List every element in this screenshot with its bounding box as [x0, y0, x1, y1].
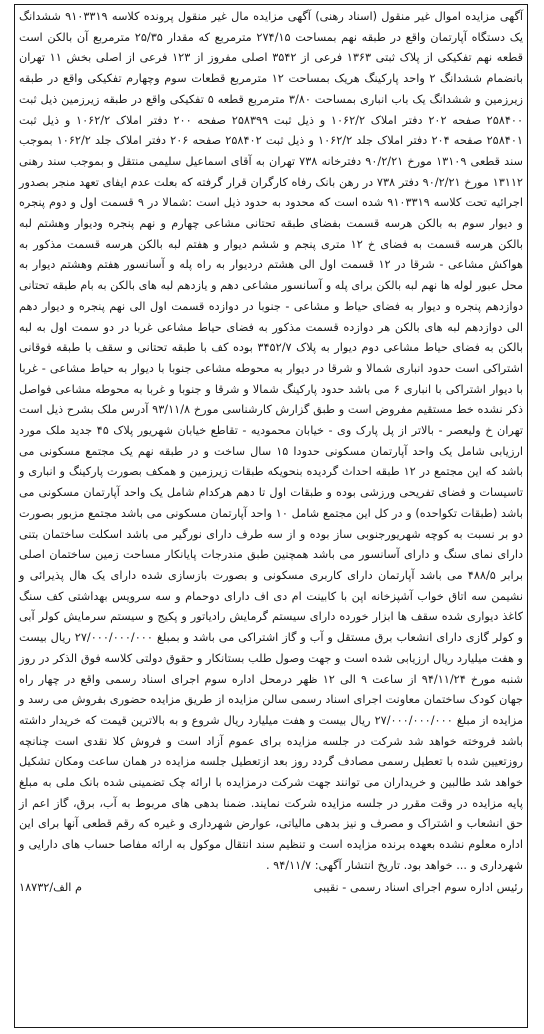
notice-signature: رئیس اداره سوم اجرای اسناد رسمی - نقیبی — [313, 880, 523, 894]
auction-notice — [14, 4, 528, 1028]
notice-code: ۱۸۷۳۲/م الف — [19, 880, 83, 894]
notice-footer — [19, 878, 523, 898]
notice-body: آگهی مزایده اموال غیر منقول (اسناد رهنی) آگهی مزایده مال غیر منقول پرونده کلاسه ۹۱۰۳۳۱۹ ششدانگ یک دستگاه آپارتمان واقع در طبقه نهم بمساحت ۲۷۴/۱۵ مترمربع که مقدار ۲۵/۳۵ مترمربع آن بالکن است قطعه نهم تفکیکی از پلاک ثبتی ۱۳۶۳ فرعی از ۳۵۴۲ اصلی مفروز از ۱۲۳ فرعی از اصلی بخش ۱۱ تهران بانضمام ششدانگ ۲ واحد پارکینگ هریک بمساحت ۱۲ مترمربع قطعات سوم وچهارم تفکیکی واقع در طبقه زیرزمین و ششدانگ یک باب انباری بمساحت ۳/۸۰ مترمربع قطعه ۵ تفکیکی واقع در طبقه زیرزمین ذیل ثبت ۲۵۸۴۰۰ صفحه ۲۰۲ دفتر املاک ۱۰۶۲/۲ و ذیل ثبت ۲۵۸۳۹۹ صفحه ۲۰۰ دفتر املاک ۱۰۶۲/۲ و ذیل ثبت ۲۵۸۴۰۱ صفحه ۲۰۴ دفتر املاک جلد ۱۰۶۲/۲ و ذیل ثبت ۲۵۸۴۰۲ صفحه ۲۰۶ دفتر املاک جلد ۱۰۶۲/۲ بموجب سند قطعی ۱۳۱۰۹ مورخ ۹۰/۲/۲۱ دفترخانه ۷۳۸ تهران به آقای اسماعیل سلیمی منتقل و بموجب سند رهنی ۱۳۱۱۲ مورخ ۹۰/۲/۲۱ دفتر ۷۳۸ در رهن بانک رفاه کارگران قرار گرفته که بعلت عدم ایفای تعهد منجر بصدور اجرائیه تحت کلاسه ۹۱۰۳۳۱۹ شده است که محدود به حدود ذیل است :شمالا در ۹ قسمت اول و دوم پنجره و دیوار سوم به بالکن هرسه قسمت بفضای طبقه تحتانی مشاعی چهارم و نهم پنجره ودیوار وهشتم لبه بالکن هرسه قسمت به فضای خ ۱۲ متری پنجم و ششم دیوار و هفتم لبه بالکن هرسه قسمت مذکور به هواکش مشاعی - شرقا در ۱۲ قسمت اول الی هشتم دردیوار به راه پله و آسانسور هفتم وهشتم دیوار به محل عبور لوله ها نهم لبه بالکن برای پله و آسانسور مشاعی دهم و یازدهم لبه های بالکن به بام طبقه تحتانی دوازدهم پنجره و دیوار به فضای حیاط و مشاعی - جنوبا در دوازده قسمت اول الی نهم پنجره و دیوار دهم الی دوازدهم لبه های بالکن هر دوازده قسمت مذکور به فضای حیاط مشاعی غربا در دو سمت اول به لبه بالکن به فضای حیاط مشاعی دوم دیوار به پلاک ۳۴۵۲/۷ بوده کف با طبقه تحتانی و سقف با طبقه فوقانی اشتراکی است حدود انباری شمالا و شرقا در دیوار به محوطه مشاعی جنوبا با دیوار به حیاط مشاعی - غربا با دیوار اشتراکی با انباری ۶ می باشد حدود پارکینگ شمالا و شرقا و جنوبا و غربا به محوطه مشاعی فواصل ذکر نشده خط مستقیم مفروض است و طبق گزارش کارشناسی مورخ ۹۳/۱۱/۸ آدرس ملک بشرح ذیل است تهران خ ولیعصر - بالاتر از پل پارک وی - خیابان محمودیه - تقاطع خیابان شهریور پلاک ۴۵ جدید ملک مورد ارزیابی شامل یک واحد آپارتمان مسکونی حدودا ۱۵ سال ساخت و در طبقه نهم یک مجتمع مسکونی می باشد که این مجتمع در ۱۲ طبقه احداث گردیده بنحویکه طبقات زیرزمین و همکف بصورت پارکینگ و انباری و تاسیسات و فضای تفریحی ورزشی بوده و طبقات اول تا دهم هرکدام شامل یک واحد آپارتمان مسکونی می باشد (طبقات تکواحده) و در کل این مجتمع شامل ۱۰ واحد آپارتمان مسکونی می باشد مجتمع مزبور بصورت دو بر نسبت به کوچه شهریورجنوبی ساز بوده و از سه طرف دارای نورگیر می باشد اسکلت ساختمان بتنی دارای نمای سنگ و دارای آسانسور می باشد همچنین طبق مندرجات پایانکار مساحت زمین ساختمان اصلی برابر ۴۸۸/۵ می باشد آپارتمان دارای کاربری مسکونی و بصورت بازسازی شده دارای یک هال پذیرائی و نشیمن سه اتاق خواب آشپزخانه اپن با کابینت ام دی اف دارای دوحمام و سه سرویس بهداشتی کف سنگ کاغذ دیواری شده سقف ها ابزار خورده دارای سیستم گرمایش رادیاتور و پکیج و سیستم سرمایش کولر آبی و کولر گازی دارای انشعاب برق مستقل و آب و گاز اشتراکی می باشد و بمبلغ ۲۷/۰۰۰/۰۰۰/۰۰۰ ریال بیست و هفت میلیارد ریال ارزیابی شده است و جهت وصول طلب بستانکار و حقوق دولتی کلاسه فوق الذکر در روز شنبه مورخ ۹۴/۱۱/۲۴ از ساعت ۹ الی ۱۲ ظهر درمحل اداره سوم اجرای اسناد رسمی واقع در چهار راه جهان کودک ساختمان معاونت اجرای اسناد رسمی سالن مزایده از طریق مزایده حضوری بفروش می رسد و مزایده از مبلغ ۲۷/۰۰۰/۰۰۰/۰۰۰ ریال بیست و هفت میلیارد ریال شروع و به بالاترین قیمت که خریدار داشته باشد فروخته خواهد شد شرکت در جلسه مزایده برای عموم آزاد است و فروش کلا نقدی است چنانچه روزتعیین شده با تعطیل رسمی مصادف گردد روز بعد ازتعطیل جلسه مزایده در همان ساعت ومکان تشکیل خواهد شد طالبین و خریداران می توانند جهت شرکت درمزایده با ارائه چک تضمینی شده بانک ملی به مبلغ پایه مزایده در وقت مقرر در جلسه مزایده شرکت نمایند. ضمنا بدهی های مربوط به آب، برق، گاز اعم از حق انشعاب و اشتراک و مصرف و نیز بدهی مالیاتی، عوارض شهرداری و غیره که رقم قطعی آنها برای این اداره معلوم نشده بعهده برنده مزایده است و تنظیم سند انتقال موکول به ارائه مفاصا حساب های دارایی و شهرداری و ... خواهد بود. تاریخ انتشار آگهی: ۹۴/۱۱/۷ . — [19, 10, 524, 872]
